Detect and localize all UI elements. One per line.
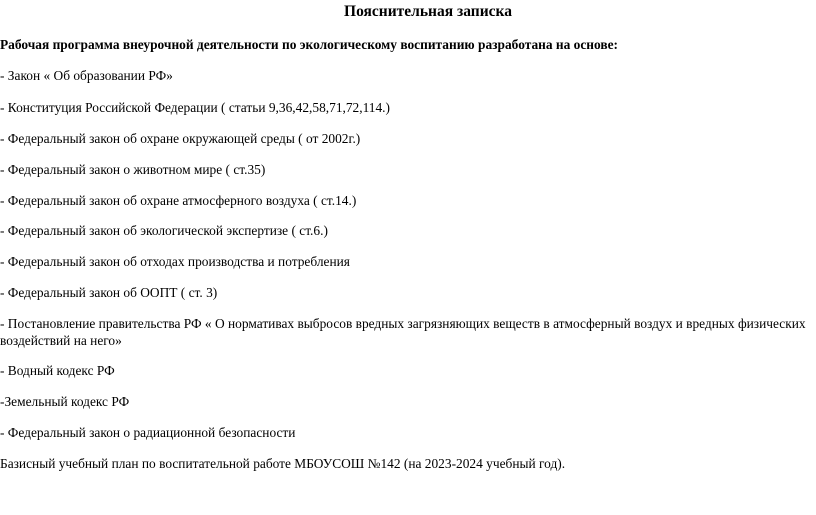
list-item-law-waste: - Федеральный закон об отходах производства и потребления <box>0 254 350 269</box>
list-item-law-radiation: - Федеральный закон о радиационной безопасности <box>0 425 296 440</box>
list-item-law-expertise: - Федеральный закон об экологической экспертизе ( ст.6.) <box>0 223 328 238</box>
footer-paragraph: Базисный учебный план по воспитательной работе МБОУСОШ №142 (на 2023-2024 учебный год). <box>0 456 566 471</box>
list-item-government-decree: - Постановление правительства РФ « О нормативах выбросов вредных загрязняющих веществ в атмосферный воздух и вредных физических воздействий на него» <box>0 316 806 348</box>
list-item-law-protected-areas: - Федеральный закон об ООПТ ( ст. 3) <box>0 285 218 300</box>
list-item-law-animals: - Федеральный закон о животном мире ( ст.35) <box>0 162 266 177</box>
page-title: Пояснительная записка <box>344 3 512 20</box>
list-item-law-education: - Закон « Об образовании РФ» <box>0 68 173 83</box>
list-item-law-air: - Федеральный закон об охране атмосферного воздуха ( ст.14.) <box>0 193 357 208</box>
list-item-water-code: - Водный кодекс РФ <box>0 363 115 378</box>
list-item-land-code: -Земельный кодекс РФ <box>0 394 130 409</box>
intro-heading: Рабочая программа внеурочной деятельности по экологическому воспитанию разработана на основе: <box>0 37 619 52</box>
list-item-law-environment: - Федеральный закон об охране окружающей среды ( от 2002г.) <box>0 131 361 146</box>
list-item-constitution: - Конституция Российской Федерации ( статьи 9,36,42,58,71,72,114.) <box>0 100 390 115</box>
